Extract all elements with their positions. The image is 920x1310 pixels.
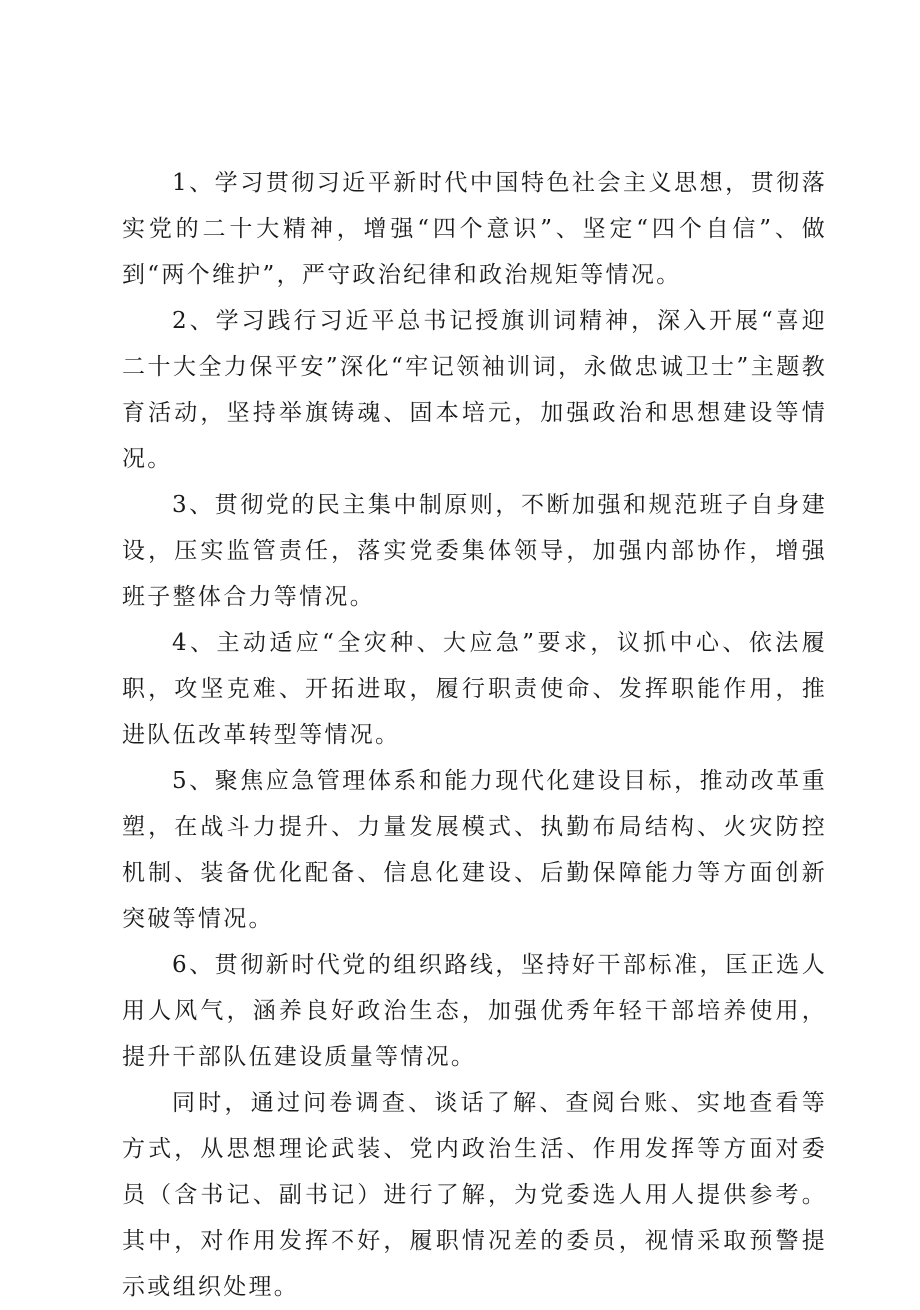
paragraph-item-1: 1、学习贯彻习近平新时代中国特色社会主义思想，贯彻落实党的二十大精神，增强“四个意识”、坚定“四个自信”、做到“两个维护”，严守政治纪律和政治规矩等情况。 — [122, 170, 827, 288]
paragraph-item-3: 3、贯彻党的民主集中制原则，不断加强和规范班子自身建设，压实监管责任，落实党委集体领导，加强内部协作，增强班子整体合力等情况。 — [122, 492, 827, 610]
paragraph-item-2: 2、学习践行习近平总书记授旗训词精神，深入开展“喜迎二十大全力保平安”深化“牢记领袖训词，永做忠诚卫士”主题教育活动，坚持举旗铸魂、固本培元，加强政治和思想建设等情况。 — [122, 308, 827, 472]
paragraph-summary: 同时，通过问卷调查、谈话了解、查阅台账、实地查看等方式，从思想理论武装、党内政治生活、作用发挥等方面对委员（含书记、副书记）进行了解，为党委选人用人提供参考。其中，对作用发挥不好，履职情况差的委员，视情采取预警提示或组织处理。 — [122, 1090, 827, 1300]
document-body — [122, 160, 827, 1310]
paragraph-item-4: 4、主动适应“全灾种、大应急”要求，议抓中心、依法履职，攻坚克难、开拓进取，履行职责使命、发挥职能作用，推进队伍改革转型等情况。 — [122, 630, 827, 748]
paragraph-item-5: 5、聚焦应急管理体系和能力现代化建设目标，推动改革重塑，在战斗力提升、力量发展模式、执勤布局结构、火灾防控机制、装备优化配备、信息化建设、后勤保障能力等方面创新突破等情况。 — [122, 768, 827, 932]
paragraph-item-6: 6、贯彻新时代党的组织路线，坚持好干部标准，匡正选人用人风气，涵养良好政治生态，加强优秀年轻干部培养使用，提升干部队伍建设质量等情况。 — [122, 952, 827, 1070]
